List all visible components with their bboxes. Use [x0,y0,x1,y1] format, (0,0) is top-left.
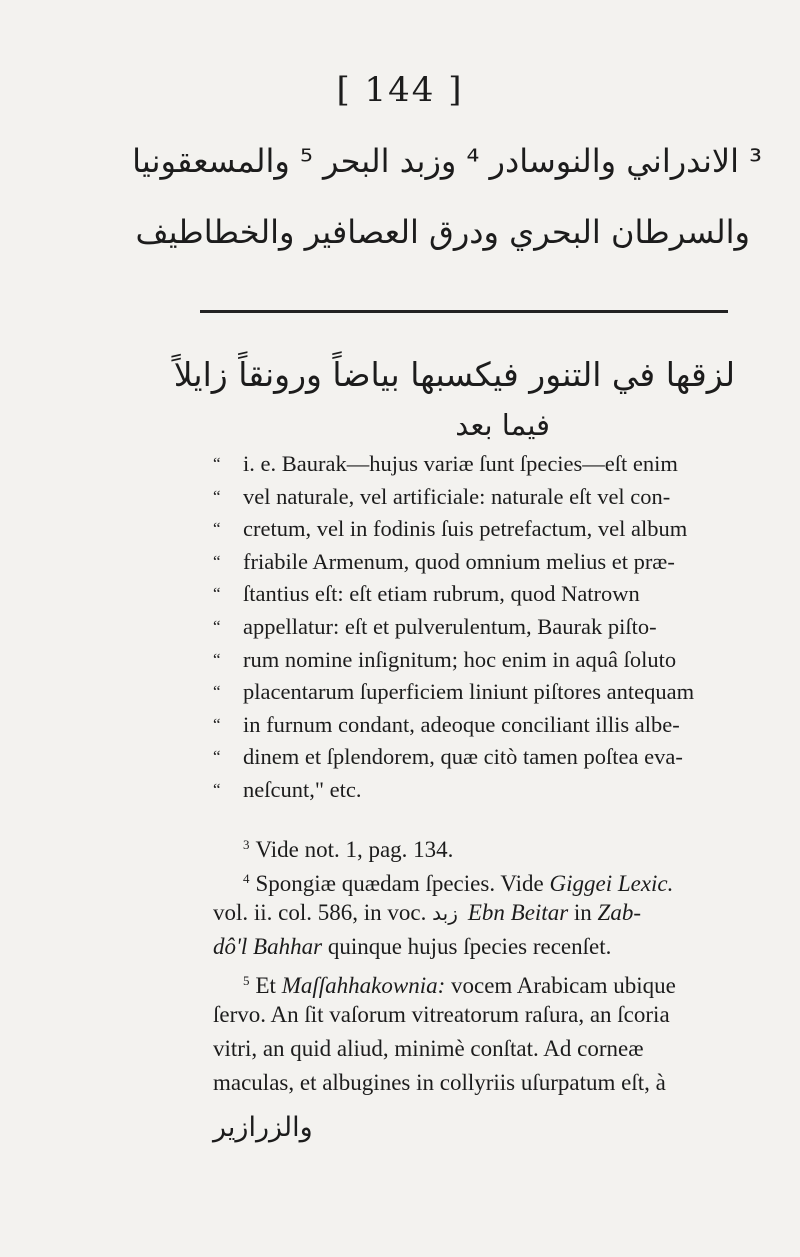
quote-line [213,644,773,677]
quote-line [213,546,773,579]
quote-mark: “ [213,682,221,702]
quote-line [213,578,773,611]
quote-line [213,709,773,742]
footnote-5-line-2: ſervo. An ſit vaſorum vitreatorum raſura, an ſcoria [213,1002,670,1027]
quote-mark: “ [213,486,221,506]
latin-translation [213,448,773,807]
footnote-text: vocem Arabicam ubique [445,973,676,998]
quote-text: cretum, vel in fodinis ſuis petrefactum, vel album [243,516,688,542]
footnote-number: 4 [243,871,250,886]
footnote-text: Et [255,973,282,998]
quote-text: ſtantius eſt: eſt etiam rubrum, quod Natrown [243,581,640,607]
arabic-line-4: فيما بعد [455,408,550,442]
quote-text: friabile Armenum, quod omnium melius et præ- [243,548,675,574]
arabic-line-2: والسرطان البحري ودرق العصافير والخطاطيف [135,213,750,251]
footnote-3 [213,828,769,862]
footnote-5 [213,964,769,998]
quote-mark: “ [213,519,221,539]
footnote-text: vol. ii. col. 586, in voc. [213,900,433,925]
quote-text: appellatur: eſt et pulverulentum, Baurak piſto- [243,613,657,639]
quote-mark: “ [213,649,221,669]
footnote-5-line-3: vitri, an quid aliud, minimè conſtat. Ad corneæ [213,1036,644,1061]
page-number: [ 144 ] [336,70,464,110]
divider-rule [200,310,728,313]
quote-text: placentarum ſuperficiem liniunt piſtores antequam [243,679,695,705]
footnote-reference: Zab- [597,900,641,925]
quote-line [213,611,773,644]
quote-mark: “ [213,551,221,571]
footnote-author: Ebn Beitar [467,900,569,925]
quote-text: vel naturale, vel artificiale: naturale eſt vel con- [243,483,671,509]
footnote-number: 3 [243,837,250,852]
quote-mark: “ [213,584,221,604]
footnote-text: Spongiæ quædam ſpecies. Vide [255,871,550,896]
quote-line [213,513,773,546]
footnote-text: in [568,900,598,925]
footnote-term: Maſſahhakownia: [281,973,446,998]
quote-text: i. e. Baurak—hujus variæ ſunt ſpecies—eſt enim [243,451,678,476]
footnote-text: Vide not. 1, pag. 134. [255,837,454,862]
footnote-4 [213,862,769,896]
footnote-text: quinque hujus ſpecies recenſet. [322,934,612,959]
quote-mark: “ [213,616,221,636]
quote-text: dinem et ſplendorem, quæ citò tamen poſtea eva- [243,744,683,770]
quote-text: in furnum condant, adeoque conciliant illis albe- [243,711,680,737]
quote-line [213,741,773,774]
quote-line [213,676,773,709]
footnote-number: 5 [243,973,250,988]
quote-text: rum nomine inſignitum; hoc enim in aquâ ſoluto [243,646,677,672]
quote-line [213,481,773,514]
footnotes [213,828,769,1100]
footnote-4-line-3 [213,930,769,964]
quote-text: neſcunt," etc. [243,776,362,802]
quote-line [213,448,773,481]
arabic-line-3: لزقها في التنور فيكسبها بياضاً ورونقاً زايلاً [173,355,735,394]
footnote-5-line-4: maculas, et albugines in collyriis uſurpatum eſt, à [213,1070,666,1095]
footnote-reference: dô'l Bahhar [213,934,323,959]
quote-mark: “ [213,779,221,799]
arabic-line-1: ³ الاندراني والنوسادر ⁴ وزبد البحر ⁵ والمسعقونيا [132,142,762,180]
footnote-4-line-2 [213,896,769,930]
quote-mark: “ [213,747,221,767]
quote-mark: “ [213,454,221,473]
quote-mark: “ [213,714,221,734]
footnote-reference: Giggei Lexic. [549,871,674,896]
quote-line [213,774,773,807]
arabic-word: زبد [432,901,458,925]
catchword: والزرازير [213,1112,313,1143]
